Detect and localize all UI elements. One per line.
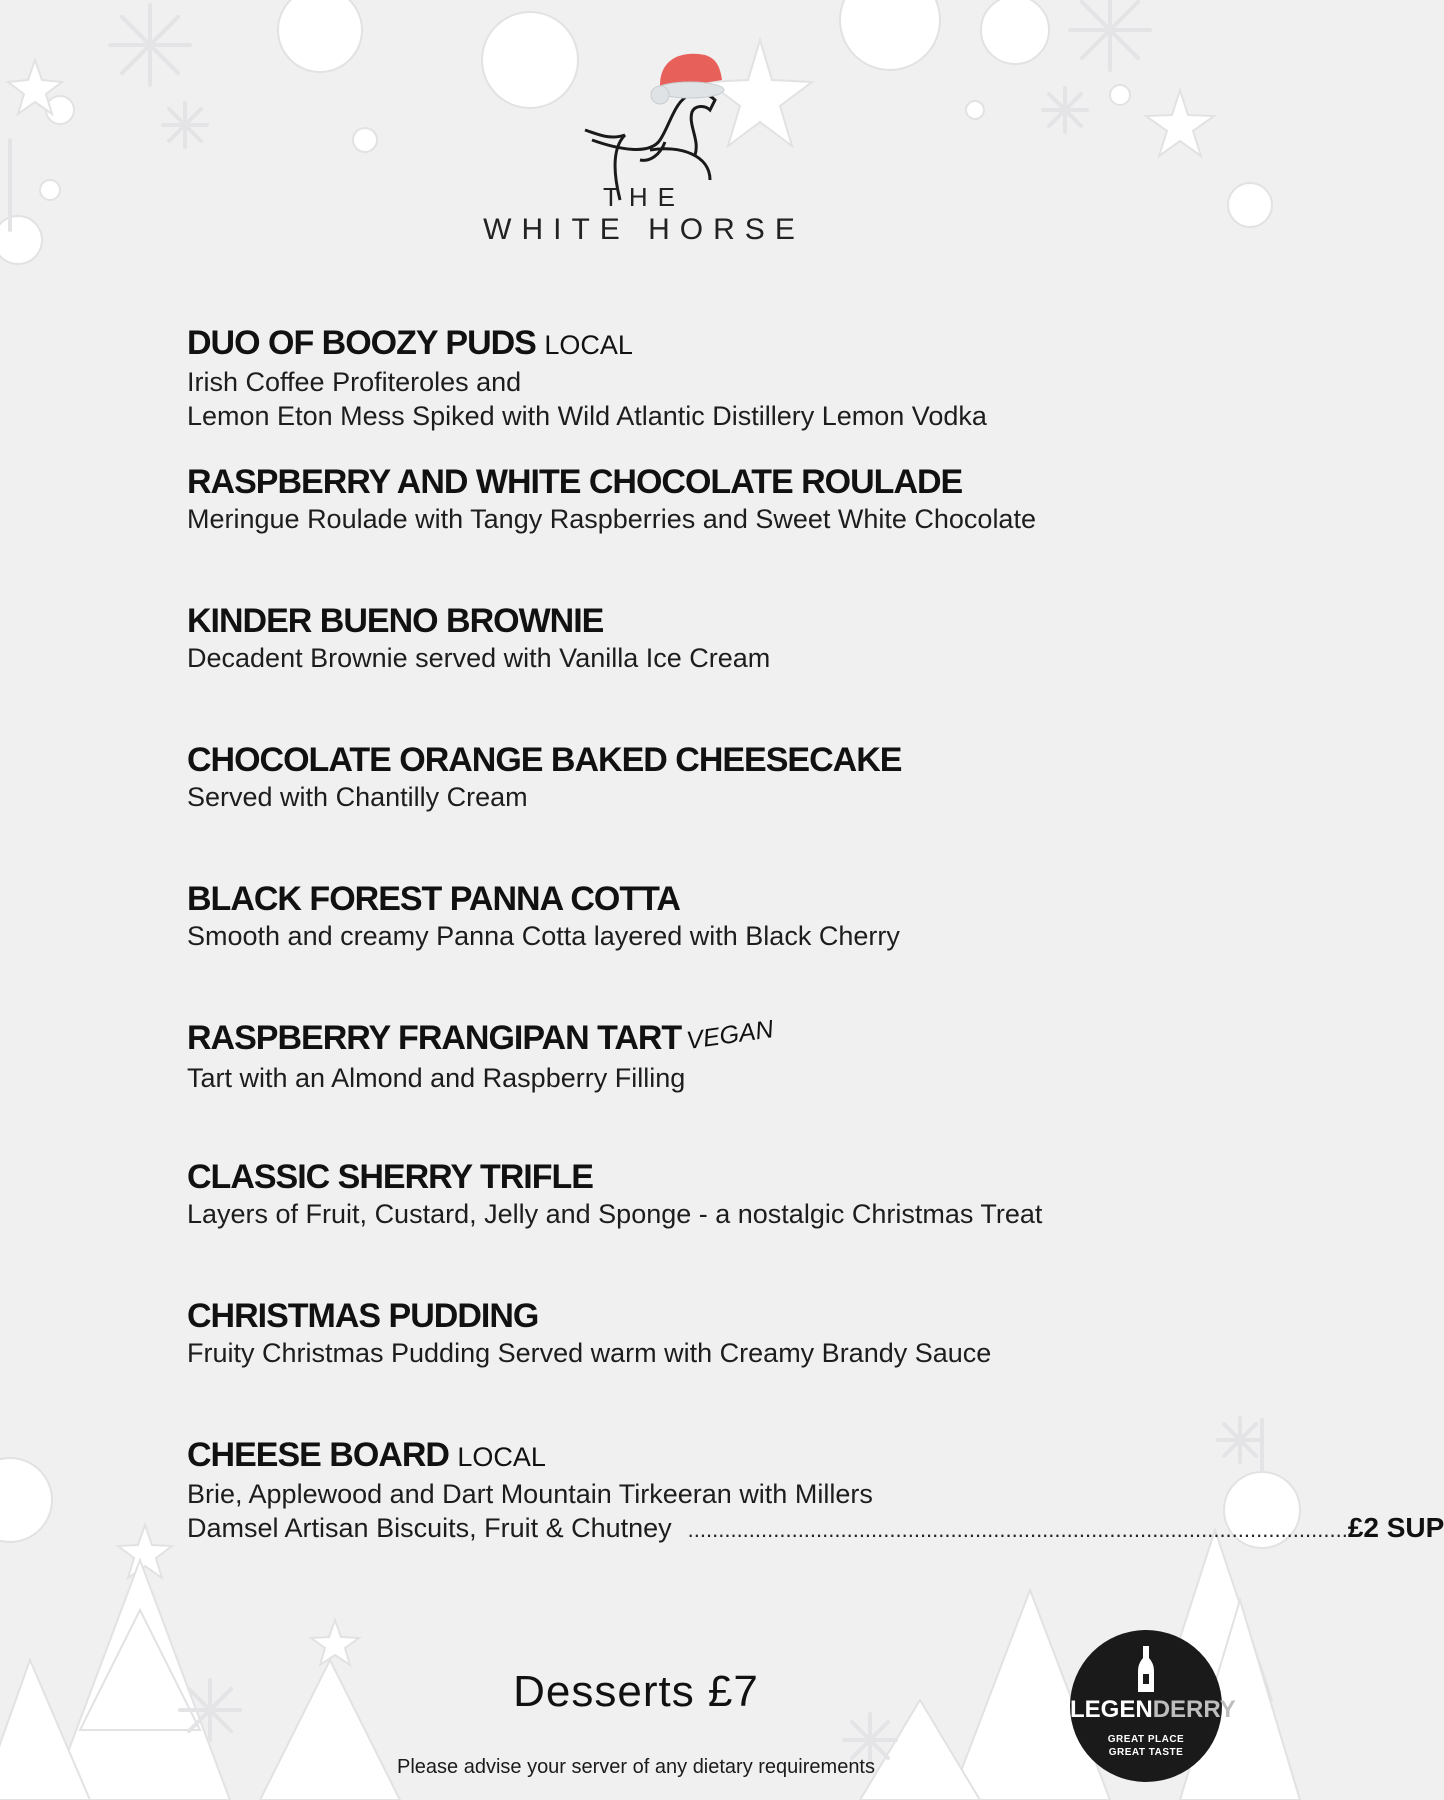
badge-tagline-1: GREAT PLACE [1107, 1734, 1185, 1745]
menu-item-duo-of-boozy-puds [187, 323, 1107, 462]
menu-item-title-text: RASPBERRY FRANGIPAN TART [187, 1019, 682, 1057]
menu-item-christmas-pudding [187, 1296, 1107, 1435]
white-horse-logo [440, 40, 840, 250]
badge-tagline-2: GREAT TASTE [1108, 1747, 1184, 1758]
menu-item-raspberry-white-chocolate-roulade [187, 462, 1107, 601]
desserts-price-title: Desserts £7 [513, 1667, 759, 1716]
menu-item-title: CLASSIC SHERRY TRIFLE [187, 1158, 593, 1196]
menu-item-title: CHOCOLATE ORANGE BAKED CHEESECAKE [187, 741, 902, 779]
menu-item-title: CHRISTMAS PUDDING [187, 1297, 539, 1335]
menu-item-description: Served with Chantilly Cream [187, 782, 528, 812]
menu-item-description-text: Damsel Artisan Biscuits, Fruit & Chutney [187, 1513, 672, 1543]
dessert-menu-list [187, 323, 1444, 1574]
menu-item-title: RASPBERRY AND WHITE CHOCOLATE ROULADE [187, 463, 963, 501]
local-tag: LOCAL [544, 330, 633, 360]
menu-item-raspberry-frangipan-tart [187, 1015, 1107, 1157]
menu-item-title-text: CHEESE BOARD [187, 1436, 449, 1474]
menu-item-cheese-board [187, 1435, 1444, 1574]
legenderry-brand-name [1070, 1696, 1236, 1724]
menu-item-title [187, 1435, 1107, 1477]
menu-item-description: Tart with an Almond and Raspberry Filling [187, 1063, 686, 1093]
menu-item-description: Layers of Fruit, Custard, Jelly and Sponge - a nostalgic Christmas Treat [187, 1199, 1043, 1229]
legenderry-badge [1070, 1630, 1236, 1782]
bottle-icon [1136, 1646, 1156, 1692]
menu-item-description: Smooth and creamy Panna Cotta layered with Black Cherry [187, 921, 900, 951]
dietary-requirements-note: Please advise your server of any dietary requirements [396, 1756, 875, 1778]
menu-item-title [187, 1015, 1107, 1061]
vegan-tag: VEGAN [684, 1015, 776, 1056]
menu-item-classic-sherry-trifle [187, 1157, 1107, 1296]
menu-item-title-text: DUO OF BOOZY PUDS [187, 324, 536, 362]
menu-item-description: Irish Coffee Profiteroles and [187, 367, 522, 397]
menu-item-description: Fruity Christmas Pudding Served warm with Creamy Brandy Sauce [187, 1338, 992, 1368]
menu-item-title [187, 323, 1107, 365]
menu-item-description: Lemon Eton Mess Spiked with Wild Atlantic Distillery Lemon Vodka [187, 401, 987, 431]
menu-item-description: Brie, Applewood and Dart Mountain Tirkeeran with Millers [187, 1479, 873, 1509]
menu-item-title: BLACK FOREST PANNA COTTA [187, 880, 680, 918]
local-tag: LOCAL [457, 1442, 546, 1472]
logo-text-white-horse: WHITE HORSE [483, 213, 805, 246]
dot-leader: ............................................................................................................ [687, 1517, 1348, 1542]
logo-text-the: THE [603, 182, 685, 212]
menu-item-kinder-bueno-brownie [187, 601, 1107, 740]
horse-with-santa-hat-icon [510, 40, 770, 190]
menu-item-title: KINDER BUENO BROWNIE [187, 602, 604, 640]
menu-item-description: Decadent Brownie served with Vanilla Ice Cream [187, 643, 771, 673]
brand-part-b: DERRY [1152, 1696, 1236, 1723]
menu-item-description-with-supplement [187, 1511, 1444, 1547]
supplement-price: £2 SUP [1347, 1512, 1444, 1543]
menu-item-chocolate-orange-cheesecake [187, 740, 1107, 879]
menu-item-black-forest-panna-cotta [187, 879, 1107, 1018]
menu-item-description: Meringue Roulade with Tangy Raspberries and Sweet White Chocolate [187, 504, 1036, 534]
brand-part-a: LEGEN [1070, 1696, 1153, 1723]
